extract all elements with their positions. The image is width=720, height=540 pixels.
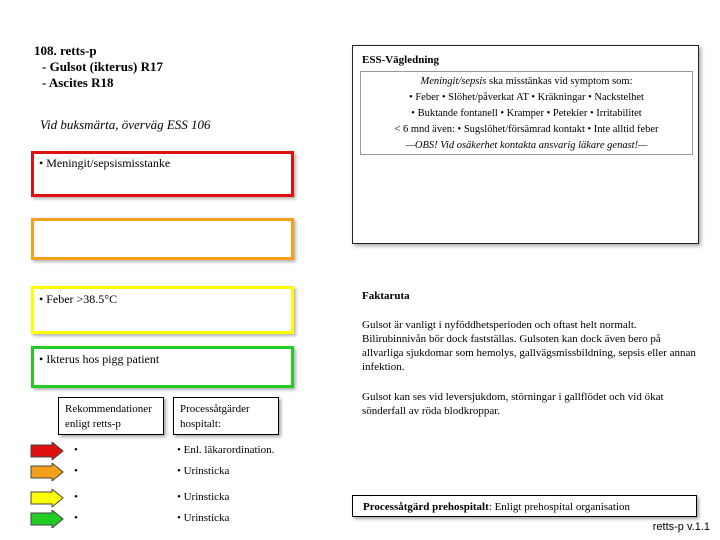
process-action-text: • Enl. läkarordination. — [177, 444, 275, 456]
fakta-paragraph-1: Gulsot är vanligt i nyföddhetsperioden och oftast helt normalt. Bilirubinnivån bör dock fastställas. Gulsoten kan dock även bero på allvarliga sjukdomar som hemolys, gallvägsmissbildning, sepsis eller annan infektion. — [362, 319, 696, 373]
recommendation-bullet: • — [74, 491, 78, 503]
ess-line-1-emphasis: Meningit/sepsis — [420, 76, 487, 87]
triage-yellow-box — [31, 286, 294, 334]
protocol-title — [34, 43, 334, 91]
ess-line-4: < 6 mnd även: • Sugslöhet/försämrad kontakt • Inte alltid feber — [394, 124, 659, 135]
triage-arrow-icon — [30, 463, 64, 481]
diagnosis-jaundice: - Gulsot (ikterus) R17 — [42, 59, 163, 74]
fakta-paragraph-2: Gulsot kan ses vid leversjukdom, störningar i gallflödet och vid ökat sönderfall av röda blodkroppar. — [362, 391, 664, 417]
ess-warning: —OBS! Vid osäkerhet kontakta ansvarig läkare genast!— — [405, 140, 648, 151]
recommendation-bullet: • — [74, 512, 78, 524]
version-label: retts-p v.1.1 — [652, 521, 710, 533]
process-action-text: • Urinsticka — [177, 465, 230, 477]
ess-guidance-title: ESS-Vägledning — [362, 54, 440, 66]
prehospital-action — [352, 495, 697, 517]
recommendation-header: Rekommendationer enligt retts-p — [58, 397, 164, 435]
triage-arrow-icon — [30, 510, 64, 528]
triage-green-box — [31, 346, 294, 388]
process-header: Processåtgärder hospitalt: — [173, 397, 279, 435]
process-action-text: • Urinsticka — [177, 512, 230, 524]
ess-line-1 — [361, 74, 692, 90]
diagnosis-ascites: - Ascites R18 — [42, 75, 114, 90]
ess-line-2: • Feber • Slöhet/påverkat AT • Kräkningar • Nackstelhet — [409, 92, 644, 103]
prehospital-action-label: Processåtgärd prehospitalt — [363, 501, 489, 513]
triage-green-label: • Ikterus hos pigg patient — [39, 352, 160, 366]
recommendation-bullet: • — [74, 444, 78, 456]
triage-arrow-icon — [30, 489, 64, 507]
fakta-title: Faktaruta — [362, 290, 410, 302]
triage-red-label: • Meningit/sepsismisstanke — [39, 156, 171, 170]
abdominal-pain-note: Vid buksmärta, överväg ESS 106 — [40, 117, 211, 132]
ess-line-1-rest: ska misstänkas vid symptom som: — [486, 76, 633, 87]
ess-line-3: • Buktande fontanell • Kramper • Petekier • Irritabilitet — [411, 108, 642, 119]
triage-orange-box — [31, 218, 294, 260]
triage-red-box — [31, 151, 294, 197]
triage-yellow-label: • Feber >38.5°C — [39, 292, 118, 306]
process-action-text: • Urinsticka — [177, 491, 230, 503]
triage-arrow-icon — [30, 442, 64, 460]
prehospital-action-text: : Enligt prehospital organisation — [488, 501, 631, 513]
protocol-number: 108. retts-p — [34, 43, 97, 58]
recommendation-bullet: • — [74, 465, 78, 477]
ess-guidance-text — [360, 71, 693, 155]
